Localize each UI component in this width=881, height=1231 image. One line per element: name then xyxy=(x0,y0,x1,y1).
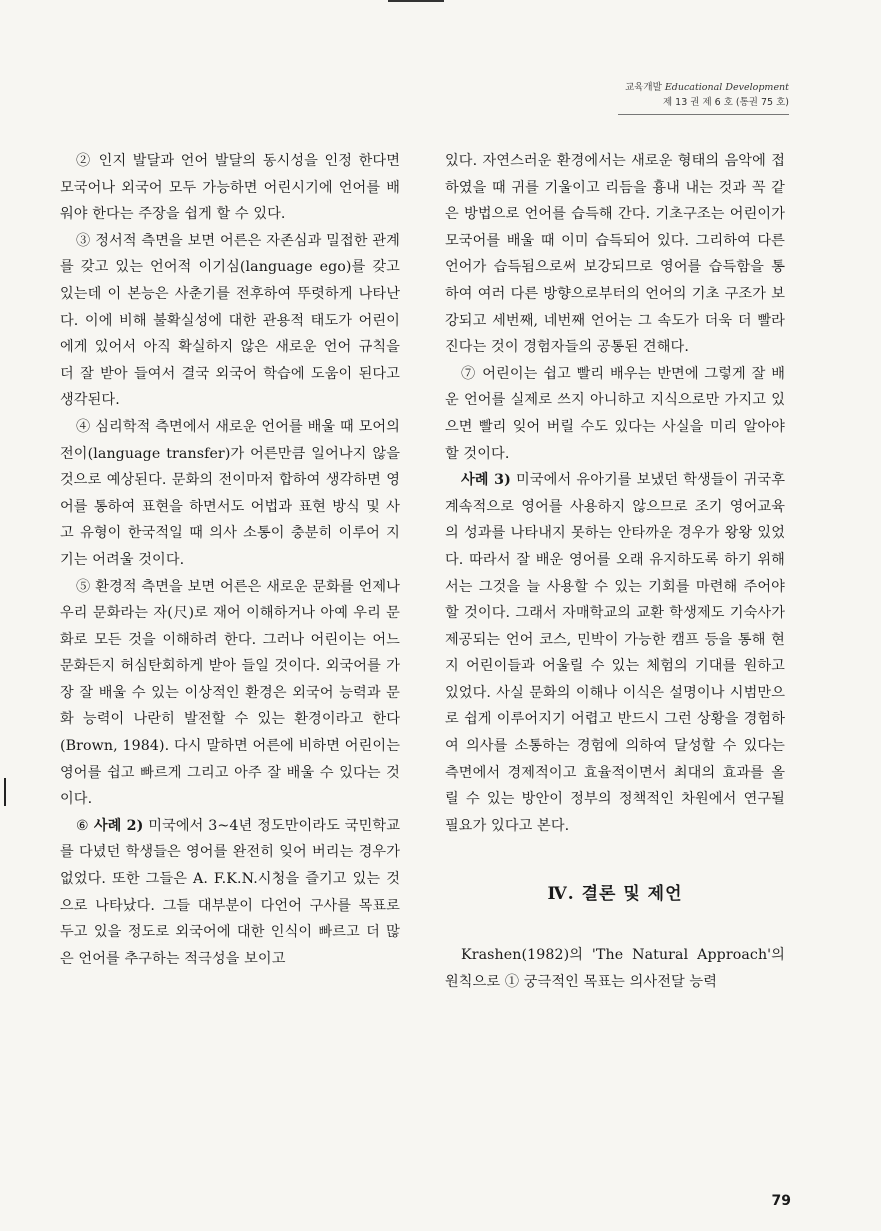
section-title: Ⅳ. 결론 및 제언 xyxy=(547,884,683,905)
journal-title xyxy=(625,80,789,95)
paragraph-6-marker: ⑥ xyxy=(76,817,90,834)
paragraph-3: ③ 정서적 측면을 보면 어른은 자존심과 밀접한 관계를 갖고 있는 언어적 이기심(language ego)를 갖고 있는데 이 본능은 사춘기를 전후하여 뚜렷하게 나타난다. 이에 비해 불확실성에 대한 관용적 태도가 어린이에게 있어서 아직 확실하지 않은 새로운 언어 규칙을 더 잘 받아 들여서 결국 외국어 학습에 도움이 된다고 생각된다. xyxy=(60,232,400,409)
page-number: 79 xyxy=(771,1193,791,1209)
continuation-paragraph: 있다. 자연스러운 환경에서는 새로운 형태의 음악에 접하였을 때 귀를 기울이고 리듬을 흉내 내는 것과 꼭 같은 방법으로 언어를 습득해 간다. 기초구조는 어린이가 모국어를 배울 때 이미 습득되어 있다. 그리하여 다른 언어가 습득됨으로써 보강되므로 영어를 습득함을 통하여 여러 다른 방향으로부터의 언어의 기초 구조가 보강되고 세번째, 네번째 언어는 그 속도가 더욱 더 빨라진다는 것이 경험자들의 공통된 견해다. xyxy=(445,153,785,356)
running-header xyxy=(625,80,789,110)
case-3-text: 미국에서 유아기를 보냈던 학생들이 귀국후 계속적으로 영어를 사용하지 않으므로 조기 영어교육의 성과를 나타내지 못하는 안타까운 경우가 왕왕 있었다. 따라서 잘 배운 영어를 오래 유지하도록 하기 위해서는 그것을 늘 사용할 수 있는 기회를 마련해 주어야 할 것이다. 그래서 자매학교의 교환 학생제도 기숙사가 제공되는 언어 코스, 민박이 가능한 캠프 등을 통해 현지 어린이들과 어울릴 수 있는 체험의 기대를 원하고 있었다. 사실 문화의 이해나 이식은 설명이나 시범만으로 쉽게 이루어지기 어렵고 반드시 그런 상황을 경험하여 의사를 소통하는 경험에 의하여 달성할 수 있다는 측면에서 경제적이고 효율적이면서 최대의 효과를 올릴 수 있는 방안이 정부의 정책적인 차원에서 연구될 필요가 있다고 본다. xyxy=(445,472,785,834)
final-paragraph: Krashen(1982)의 'The Natural Approach'의 원칙으로 ① 궁극적인 목표는 의사전달 능력 xyxy=(445,947,785,990)
edge-mark xyxy=(4,778,6,806)
case-2-text: 미국에서 3~4년 정도만이라도 국민학교를 다녔던 학생들은 영어를 완전히 잊어 버리는 경우가 없었다. 또한 그들은 A. F.K.N.시청을 즐기고 있는 것으로 나타났다. 그들 대부분이 다언어 구사를 목표로 두고 있을 정도로 외국어에 대한 인식이 빠르고 더 많은 언어를 추구하는 적극성을 보이고 xyxy=(60,817,400,967)
paragraph-6-case-2 xyxy=(60,813,400,973)
case-3-label: 사례 3) xyxy=(461,472,511,489)
journal-title-ko: 교육개발 xyxy=(625,82,662,93)
paragraph-5: ⑤ 환경적 측면을 보면 어른은 새로운 문화를 언제나 우리 문화라는 자(尺)로 재어 이해하거나 아예 우리 문화로 모든 것을 이해하려 한다. 그러나 어린이는 어느 문화든지 허심탄회하게 받아 들일 것이다. 외국어를 가장 잘 배울 수 있는 이상적인 환경은 외국어 능력과 문화 능력이 나란히 발전할 수 있는 환경이라고 한다(Brown, 1984). 다시 말하면 어른에 비하면 어린이는 영어를 쉽고 빠르게 그리고 아주 잘 배울 수 있다는 것이다. xyxy=(60,578,400,808)
paragraph-7: ⑦ 어린이는 쉽고 빨리 배우는 반면에 그렇게 잘 배운 언어를 실제로 쓰지 아니하고 지식으로만 가지고 있으면 빨리 잊어 버릴 수도 있다는 사실을 미리 알아야 할 것이다. xyxy=(445,365,785,462)
top-rule xyxy=(388,0,444,2)
left-column xyxy=(60,148,400,972)
right-column xyxy=(445,148,785,995)
journal-title-en: Educational Development xyxy=(664,82,789,93)
paragraph-4: ④ 심리학적 측면에서 새로운 언어를 배울 때 모어의 전이(language transfer)가 어른만큼 일어나지 않을 것으로 예상된다. 문화의 전이마저 합하여 생각하면 영어를 통하여 표현을 하면서도 어법과 표현 방식 및 사고 유형이 한국적일 때 의사 소통이 충분히 이루어 지기는 어려울 것이다. xyxy=(60,418,400,568)
header-divider xyxy=(618,114,789,115)
case-2-label: 사례 2) xyxy=(93,817,144,834)
paragraph-2: ② 인지 발달과 언어 발달의 동시성을 인정 한다면 모국어나 외국어 모두 가능하면 어린시기에 언어를 배워야 한다는 주장을 쉽게 할 수 있다. xyxy=(60,153,400,223)
case-3-paragraph xyxy=(445,467,785,839)
volume-line: 제 13 권 제 6 호 (통권 75 호) xyxy=(662,97,789,108)
